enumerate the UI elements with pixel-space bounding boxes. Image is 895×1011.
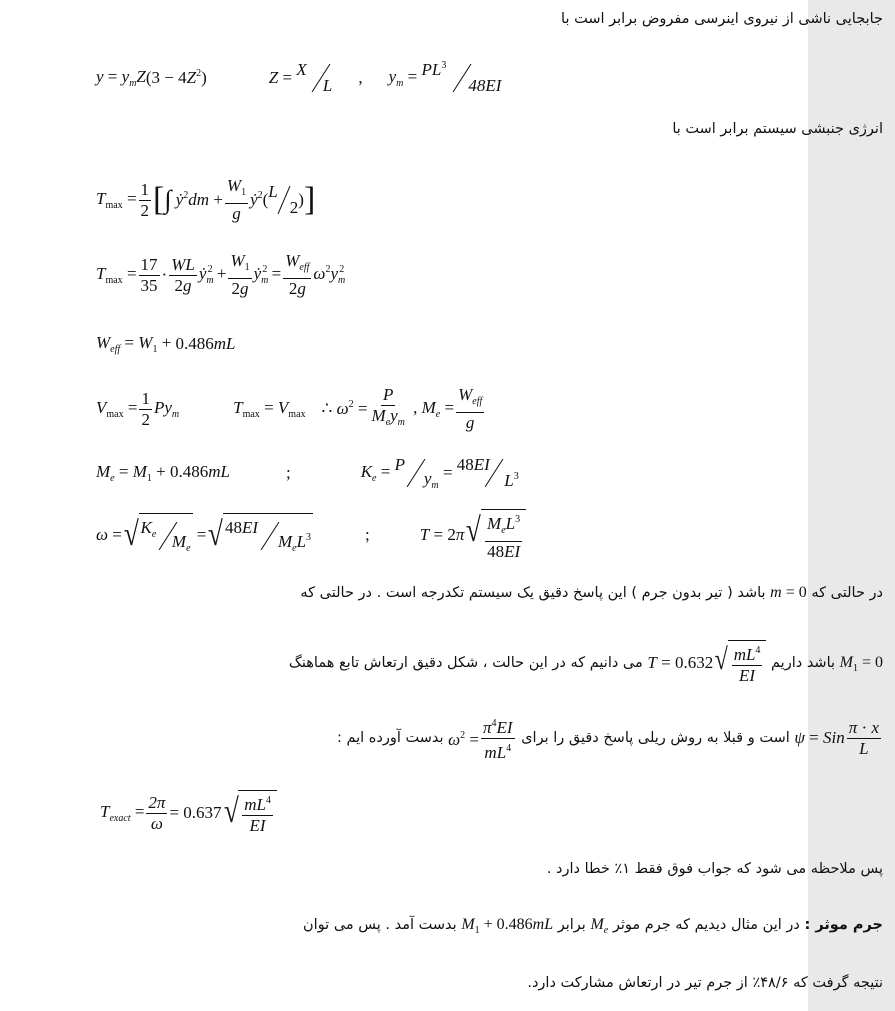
frac-two: 2 [140, 200, 150, 220]
paragraph-displacement: جابجایی ناشی از نیروی اینرسی مفروض برابر است با [561, 11, 883, 27]
value-zero: 0 [798, 584, 807, 601]
sub-max: max [105, 200, 123, 211]
den-35: 35 [140, 275, 158, 295]
equation-tmax-expanded: $T_{max}$ = $\frac{17}{35}$ · $\frac{WL}{2g}$ ẏ$_m^2$ + $\frac{W_1}{2g}$ ẏ$_m^2$ = $\frac{W_{eff}}{2g}$ $\omega^2y_m^2$ [96, 251, 346, 298]
coef-0637: 0.637 [183, 803, 222, 822]
equation-omega-period: ω = √ $K_e$ $M_e$ = √ 48EI $M_eL^3$ ; T = 2π √ $\frac{M_eL^3}{48EI}$ [96, 508, 526, 562]
heading-effective-mass: جرم موثر : [804, 917, 883, 933]
paragraph-error: پس ملاحظه می شود که جواب فوق فقط ۱٪ خطا دارد . [546, 861, 883, 877]
equation-vmax: $V_{max}$ = $\frac{1}{2}$ $Py_m$ $T_{max} = V_{max}$ ∴ $\omega^2$ = $\frac{P}{M_ey_m}$ , $M_e$ = $\frac{W_{eff}}{g}$ [96, 385, 483, 432]
equation-me-ke: $M_e = M_1 + 0.486mL$ ; $K_e$ = P $y_m$ = 48EI $L^3$ [96, 455, 519, 491]
paragraph-massless-case: در حالتی که m = 0 باشد ( تیر بدون جرم ) این پاسخ دقیق یک سیستم تکدرجه است . در حالتی که [300, 584, 883, 601]
coef-3-4: (3 − 4 [145, 68, 187, 87]
equation-exact-period: $T_{exact}$ = $\frac{2\pi}{\omega}$ = 0.637 √ $\frac{mL^4}{EI}$ [100, 786, 277, 840]
paragraph-mode-shape: ψ = Sin $\frac{\pi \cdot x}{L}$ است و قبلا به روش ریلی پاسخ دقیق را برای $\omega^2$ = $\frac{\pi^4EI}{mL^4}$ بدست آورده ایم : [93, 710, 883, 762]
paragraph-kinetic-energy: انرژی جنبشی سیستم برابر است با [672, 121, 883, 137]
paragraph-m1-zero: $M_1 = 0$ باشد داریم T = 0.632 √ $\frac{mL^4}{EI}$ می دانیم که در این حالت ، شکل دقیق ارتعاش تابع هماهنگ [93, 638, 883, 688]
sub-eff: eff [299, 262, 310, 273]
paragraph-effective-mass: جرم موثر : در این مثال دیدیم که جرم موثر $M_e$ برابر $M_1 + 0.486mL$ بدست آمد . پس می توان [303, 916, 883, 937]
frac-one: 1 [140, 179, 150, 199]
coef-0486: 0.486 [175, 334, 214, 353]
num-17: 17 [140, 254, 158, 274]
equation-displacement: $y = y_mZ$ (3 − 4 $Z^2$) Z = X L , $y_m$ = $PL^3$ 48EI [96, 60, 502, 95]
denominator-48EI: 48EI [468, 76, 502, 95]
equation-weff: $W_{eff} = W_1$ + 0.486 mL [96, 333, 236, 355]
equation-tmax-integral: $T_{max}$ = $\frac{1}{2}$ [ ∫ ẏ$^2$dm + $\frac{W_1}{g}$ ẏ$^2$( L 2 ) ] [96, 176, 316, 223]
paragraph-conclusion: نتیجه گرفت که ۴۸/۶٪ از جرم تیر در ارتعاش مشارکت دارد. [527, 975, 883, 991]
